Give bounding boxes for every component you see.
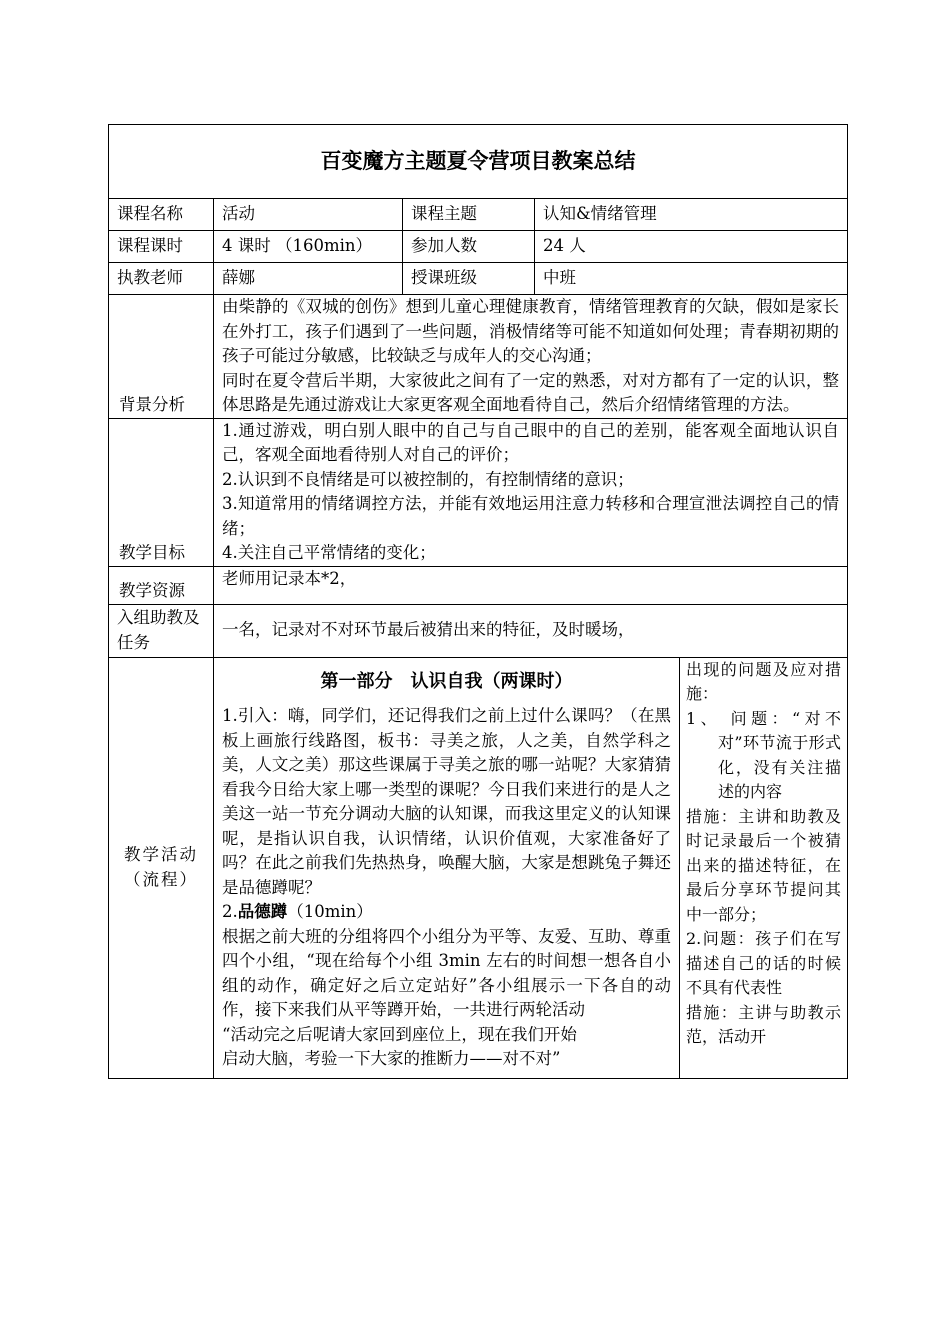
notes-column (680, 657, 848, 1078)
info-row-3 (109, 263, 848, 295)
background-row (109, 295, 848, 419)
activity-label: 教学活动（流程） (109, 657, 214, 1078)
course-theme-label: 课程主题 (403, 199, 535, 231)
assistant-row (109, 604, 848, 657)
goals-content (214, 418, 848, 566)
assistant-label: 入组助教及任务 (109, 604, 214, 657)
course-theme-value: 认知&情绪管理 (535, 199, 848, 231)
document-title: 百变魔方主题夏令营项目教案总结 (109, 125, 848, 199)
class-label: 授课班级 (403, 263, 535, 295)
background-paragraph-2: 同时在夏令营后半期，大家彼此之间有了一定的熟悉，对对方都有了一定的认识，整体思路是先通过游戏让大家更客观全面地看待自己，然后介绍情绪管理的方法。 (222, 370, 840, 414)
participants-value: 24 人 (535, 231, 848, 263)
resources-content: 老师用记录本*2， (214, 566, 848, 604)
activity-game-description: 根据之前大班的分组将四个小组分为平等、友爱、互助、尊重四个小组，“现在给每个小组 3min 左右的时间想一想各自小组的动作，确定好之后立定站好”各小组展示一下各自的动作，接下来我们从平等蹲开始，一共进行两轮活动 (222, 926, 671, 1019)
goal-item: 1.通过游戏，明白别人眼中的自己与自己眼中的自己的差别，能客观全面地认识自己，客观全面地看待别人对自己的评价； (222, 420, 840, 464)
notes-heading: 出现的问题及应对措施： (686, 659, 842, 703)
goals-row (109, 418, 848, 566)
notes-problem-2: 2.问题：孩子们在写描述自己的话的时候不具有代表性 (686, 929, 842, 997)
notes-measure-1: 措施：主讲和助教及时记录最后一个被猜出来的描述特征，在最后分享环节提问其中一部分； (686, 806, 842, 924)
background-paragraph-1: 由柴静的《双城的创伤》想到儿童心理健康教育，情绪管理教育的欠缺，假如是家长在外打工，孩子们遇到了一些问题，消极情绪等可能不知道如何处理；青春期初期的孩子可能过分敏感，比较缺乏与成年人的交心沟通； (222, 297, 840, 365)
teacher-label: 执教老师 (109, 263, 214, 295)
goal-item: 3.知道常用的情绪调控方法，并能有效地运用注意力转移和合理宣泄法调控自己的情绪； (222, 494, 840, 538)
activity-content (214, 657, 680, 1078)
course-name-label: 课程名称 (109, 199, 214, 231)
lesson-plan-table (108, 124, 848, 1079)
hours-label: 课程课时 (109, 231, 214, 263)
game-number: 2. (222, 902, 238, 921)
activity-quote-line-1: “活动完之后呢请大家回到座位上，现在我们开始 (222, 1024, 577, 1044)
activity-quote-line-2: 启动大脑，考验一下大家的推断力——对不对” (222, 1049, 561, 1068)
game-time: （10min） (287, 902, 373, 921)
notes-problem-1: 1、 问题：“对不对”环节流于形式化，没有关注描述的内容 (686, 708, 842, 801)
goals-label: 教学目标 (109, 418, 214, 566)
game-name: 品德蹲 (237, 902, 288, 921)
activity-game-heading (222, 900, 671, 925)
notes-measure-2: 措施：主讲与助教示范，活动开 (686, 1002, 842, 1046)
participants-label: 参加人数 (403, 231, 535, 263)
activity-row (109, 657, 848, 1078)
course-name-value: 活动 (214, 199, 403, 231)
hours-value: 4 课时 （160min） (214, 231, 403, 263)
goal-item: 4.关注自己平常情绪的变化； (222, 543, 436, 562)
info-row-2 (109, 231, 848, 263)
background-content (214, 295, 848, 419)
title-row (109, 125, 848, 199)
goal-item: 2.认识到不良情绪是可以被控制的，有控制情绪的意识； (222, 469, 634, 489)
info-row-1 (109, 199, 848, 231)
part-one-title: 第一部分 认识自我（两课时） (320, 670, 573, 692)
resources-label: 教学资源 (109, 566, 214, 604)
class-value: 中班 (535, 263, 848, 295)
resources-row (109, 566, 848, 604)
background-label: 背景分析 (109, 295, 214, 419)
assistant-content: 一名，记录对不对环节最后被猜出来的特征，及时暖场， (214, 604, 848, 657)
activity-intro: 1.引入：嗨，同学们，还记得我们之前上过什么课吗？（在黑板上画旅行线路图，板书：寻美之旅，人之美，自然学科之美，人文之美）那这些课属于寻美之旅的哪一站呢？大家猜猜看我今日给大家上哪一类型的课呢？今日我们来进行的是人之美这一站一节充分调动大脑的认知课，而我这里定义的认知课呢，是指认识自我，认识情绪，认识价值观，大家准备好了吗？在此之前我们先热热身，唤醒大脑，大家是想跳兔子舞还是品德蹲呢？ (222, 706, 671, 897)
teacher-value: 薛娜 (214, 263, 403, 295)
